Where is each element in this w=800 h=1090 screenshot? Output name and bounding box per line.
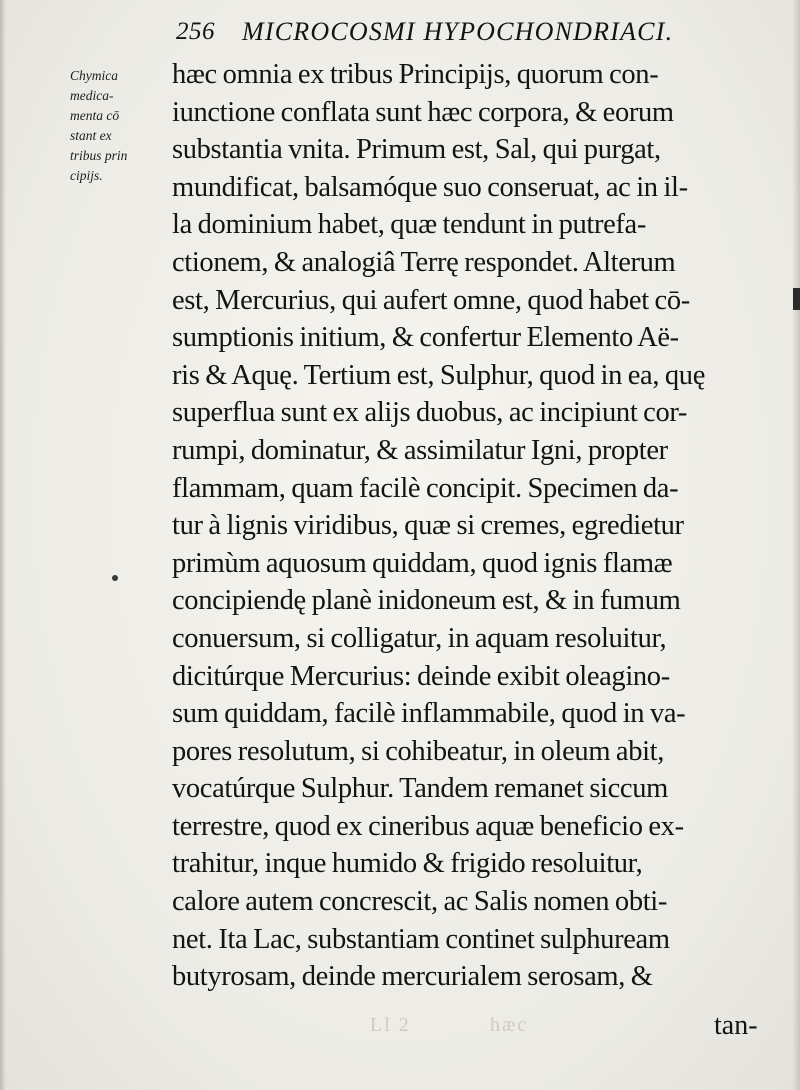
catchword: tan- — [714, 1010, 758, 1041]
show-through-word: hæc — [490, 1014, 529, 1036]
text-line: calore autem concrescit, ac Salis nomen obti- — [172, 886, 668, 918]
text-line: iunctione conflata sunt hæc corpora, & eorum — [172, 96, 674, 128]
show-through-text — [370, 1014, 529, 1037]
marginal-note-line: stant ex — [70, 128, 112, 143]
text-line: la dominium habet, quæ tendunt in putrefa- — [172, 209, 646, 241]
text-line: flammam, quam facilè concipit. Specimen da- — [172, 472, 679, 504]
text-line: sumptionis initium, & confertur Elemento Aë- — [172, 322, 679, 354]
text-line: ctionem, & analogiâ Terrę respondet. Alterum — [172, 246, 676, 278]
text-line: rumpi, dominatur, & assimilatur Igni, propter — [172, 434, 668, 466]
marginal-note-line: Chymica — [70, 68, 118, 83]
running-header — [0, 12, 800, 52]
text-line: primùm aquosum quiddam, quod ignis flamæ — [172, 547, 673, 579]
text-line: vocatúrque Sulphur. Tandem remanet siccum — [172, 773, 668, 805]
marginal-note-line: tribus prin — [70, 148, 128, 163]
text-line: trahitur, inque humido & frigido resoluitur, — [172, 848, 643, 880]
marginal-note-line: medica- — [70, 88, 114, 103]
text-line: concipiendę planè inidoneum est, & in fumum — [172, 585, 681, 617]
page-edge-mark — [793, 288, 800, 310]
text-line: terrestre, quod ex cineribus aquæ beneficio ex- — [172, 810, 684, 842]
text-line: pores resolutum, si cohibeatur, in oleum abit, — [172, 735, 665, 767]
text-line: net. Ita Lac, substantiam continet sulphuream — [172, 923, 670, 955]
text-line: est, Mercurius, qui aufert omne, quod habet cō- — [172, 284, 690, 316]
text-line: mundificat, balsamóque suo conseruat, ac in il- — [172, 171, 688, 203]
text-line: sum quiddam, facilè inflammabile, quod in va- — [172, 698, 686, 730]
page-left-edge-shadow — [0, 0, 6, 1090]
text-line: conuersum, si colligatur, in aquam resoluitur, — [172, 622, 667, 654]
text-line: superflua sunt ex alijs duobus, ac incipiunt cor- — [172, 397, 688, 429]
marginal-note-line: cipijs. — [70, 168, 103, 183]
page-number: 256 — [176, 18, 215, 45]
text-line: dicitúrque Mercurius: deinde exibit oleagino- — [172, 660, 670, 692]
text-line: substantia vnita. Primum est, Sal, qui purgat, — [172, 134, 661, 166]
text-line: hæc omnia ex tribus Principijs, quorum con- — [172, 59, 659, 90]
text-line: tur à lignis viridibus, quæ si cremes, egredietur — [172, 510, 684, 542]
text-line: butyrosam, deinde mercurialem serosam, & — [172, 961, 653, 993]
marginal-note — [70, 66, 160, 186]
running-title: MICROCOSMI HYPOCHONDRIACI. — [242, 17, 674, 46]
text-line: ris & Aquę. Tertium est, Sulphur, quod in ea, quę — [172, 359, 705, 391]
marginal-note-line: menta cō — [70, 108, 120, 123]
ink-speck — [112, 575, 118, 581]
page-right-edge-shadow — [792, 0, 800, 1090]
show-through-signature: Ll 2 — [370, 1014, 411, 1036]
body-text — [172, 56, 772, 996]
